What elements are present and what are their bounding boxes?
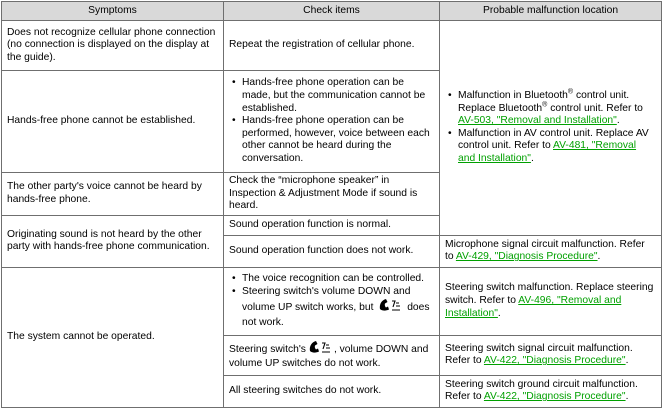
link-av-481[interactable]: AV-481, "Removal and Installation" [458, 140, 637, 165]
malfunction-table [1, 1, 662, 408]
location-cell: Steering switch signal circuit malfunction. Refer to AV-422, "Diagnosis Procedure". [440, 335, 662, 375]
check-cell: Sound operation function does not work. [224, 235, 440, 267]
symptom-cell: Does not recognize cellular phone connection (no connection is displayed on the display at the guide). [2, 21, 224, 71]
link-av-503[interactable]: AV-503, "Removal and Installation" [458, 115, 617, 127]
symptom-cell: The other party's voice cannot be heard by hands-free phone. [2, 173, 224, 216]
table-row [2, 21, 662, 71]
header-row [2, 2, 662, 21]
list-item: • Steering switch's volume DOWN and volume UP switch works, but does not work. [242, 286, 434, 330]
header-check-items: Check items [224, 2, 440, 21]
symptom-cell: Hands-free phone cannot be established. [2, 71, 224, 173]
check-cell: All steering switches do not work. [224, 375, 440, 407]
symptom-cell: The system cannot be operated. [2, 267, 224, 407]
header-symptoms: Symptoms [2, 2, 224, 21]
check-cell: Steering switch's , volume DOWN and volume UP switches do not work. [224, 335, 440, 375]
location-cell-bluetooth [440, 21, 662, 236]
list-item: • Hands-free phone operation can be performed, however, voice between each other cannot be heard during the conversation. [242, 115, 434, 165]
list-item: • Hands-free phone operation can be made, but the communication cannot be established. [242, 77, 434, 115]
check-cell: Sound operation function is normal. [224, 215, 440, 235]
list-item: • The voice recognition can be controlled. [242, 273, 434, 286]
list-item: • Malfunction in AV control unit. Replace AV control unit. Refer to AV-481, "Removal and Installation". [458, 128, 656, 166]
link-av-422[interactable]: AV-422, "Diagnosis Procedure" [483, 391, 626, 403]
location-cell: Steering switch ground circuit malfunction. Refer to AV-422, "Diagnosis Procedure". [440, 375, 662, 407]
location-cell: Microphone signal circuit malfunction. Refer to AV-429, "Diagnosis Procedure". [440, 235, 662, 267]
table-row [2, 267, 662, 335]
check-cell [224, 267, 440, 335]
check-cell: Repeat the registration of cellular phone. [224, 21, 440, 71]
header-malfunction-location: Probable malfunction location [440, 2, 662, 21]
check-cell [224, 71, 440, 173]
link-av-429[interactable]: AV-429, "Diagnosis Procedure" [455, 251, 598, 263]
check-cell: Check the “microphone speaker” in Inspection & Adjustment Mode if sound is heard. [224, 173, 440, 216]
link-av-496[interactable]: AV-496, "Removal and Installation" [445, 294, 622, 319]
location-cell: Steering switch malfunction. Replace steering switch. Refer to AV-496, "Removal and Installation". [440, 267, 662, 335]
phone-voice-icon [308, 340, 332, 359]
phone-voice-icon [378, 298, 402, 317]
link-av-422[interactable]: AV-422, "Diagnosis Procedure" [483, 355, 626, 367]
symptom-cell: Originating sound is not heard by the other party with hands-free phone communication. [2, 215, 224, 267]
list-item: • Malfunction in Bluetooth® control unit. Replace Bluetooth® control unit. Refer to AV-503, "Removal and Installation". [458, 90, 656, 128]
